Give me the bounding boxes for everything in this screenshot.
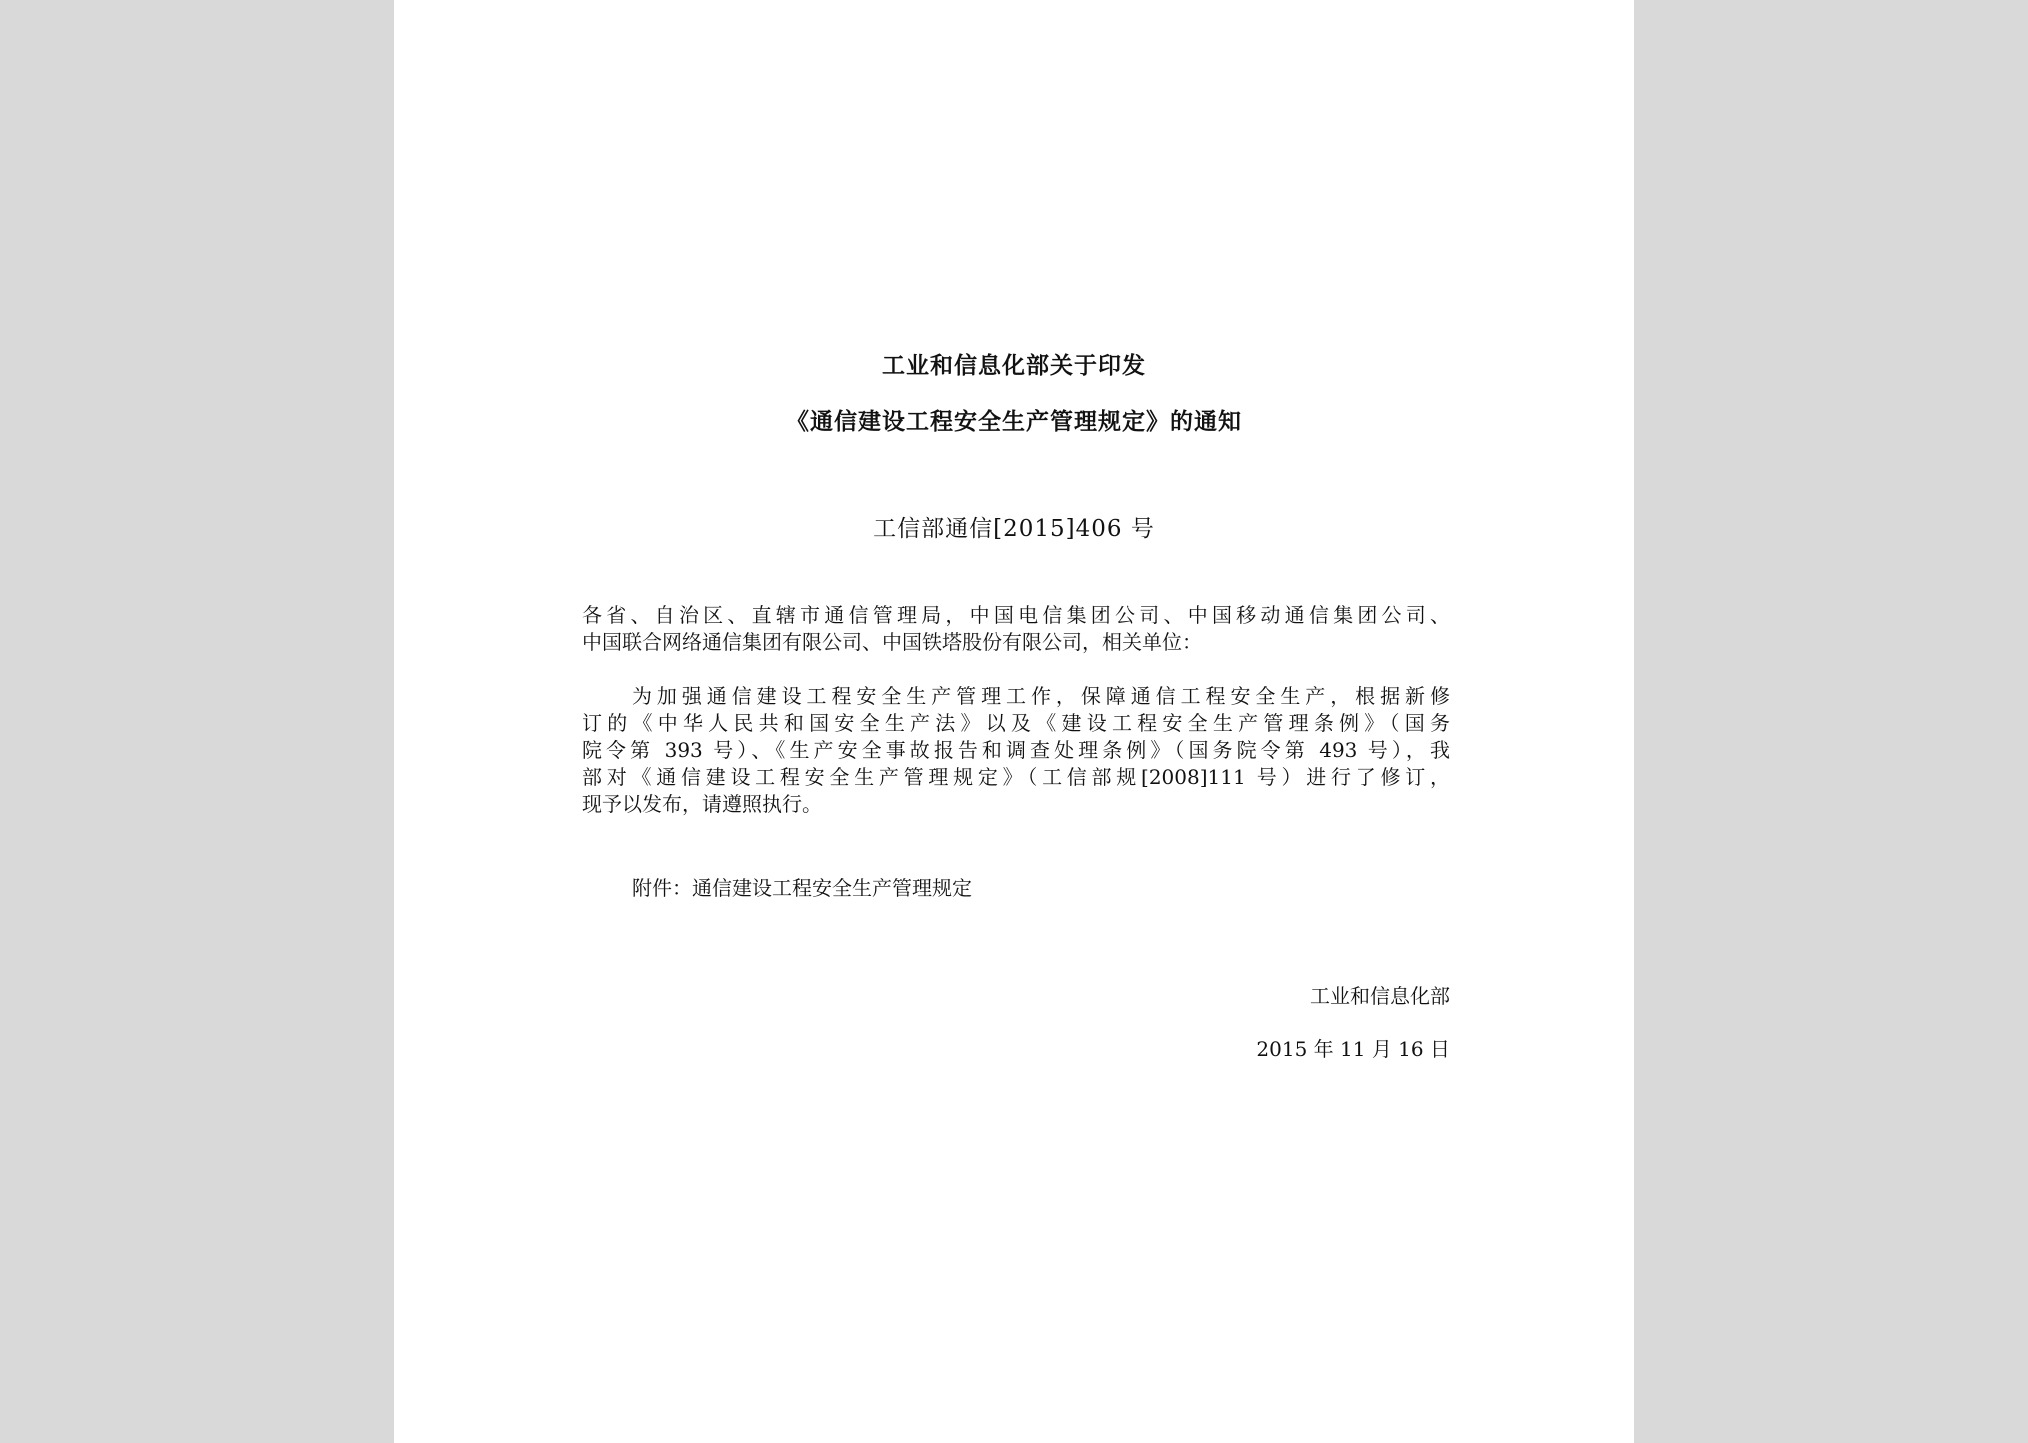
addressee-line: 各省、自治区、直辖市通信管理局，中国电信集团公司、中国移动通信集团公司、	[582, 603, 1450, 627]
body-line: 现予以发布，请遵照执行。	[582, 792, 822, 816]
body-line: 订的《中华人民共和国安全生产法》以及《建设工程安全生产管理条例》（国务	[582, 711, 1450, 735]
addressee-line: 中国联合网络通信集团有限公司、中国铁塔股份有限公司，相关单位：	[582, 630, 1202, 654]
document-title-line-1: 工业和信息化部关于印发	[882, 353, 1146, 379]
signature-organization: 工业和信息化部	[1310, 984, 1450, 1008]
body-paragraph	[582, 683, 1450, 818]
body-line: 院令第 393 号）、《生产安全事故报告和调查处理条例》（国务院令第 493 号），我	[582, 738, 1450, 762]
addressee	[582, 602, 1450, 656]
body-line: 部对《通信建设工程安全生产管理规定》（工信部规[2008]111 号）进行了修订，	[582, 765, 1450, 789]
document-number: 工信部通信[2015]406 号	[873, 516, 1155, 542]
document-title-line-2: 《通信建设工程安全生产管理规定》的通知	[786, 409, 1242, 435]
attachment-note: 附件：通信建设工程安全生产管理规定	[632, 876, 972, 900]
document-page	[394, 0, 1634, 1443]
signature-date: 2015 年 11 月 16 日	[1256, 1037, 1450, 1061]
body-line: 为加强通信建设工程安全生产管理工作，保障通信工程安全生产，根据新修	[632, 684, 1450, 708]
